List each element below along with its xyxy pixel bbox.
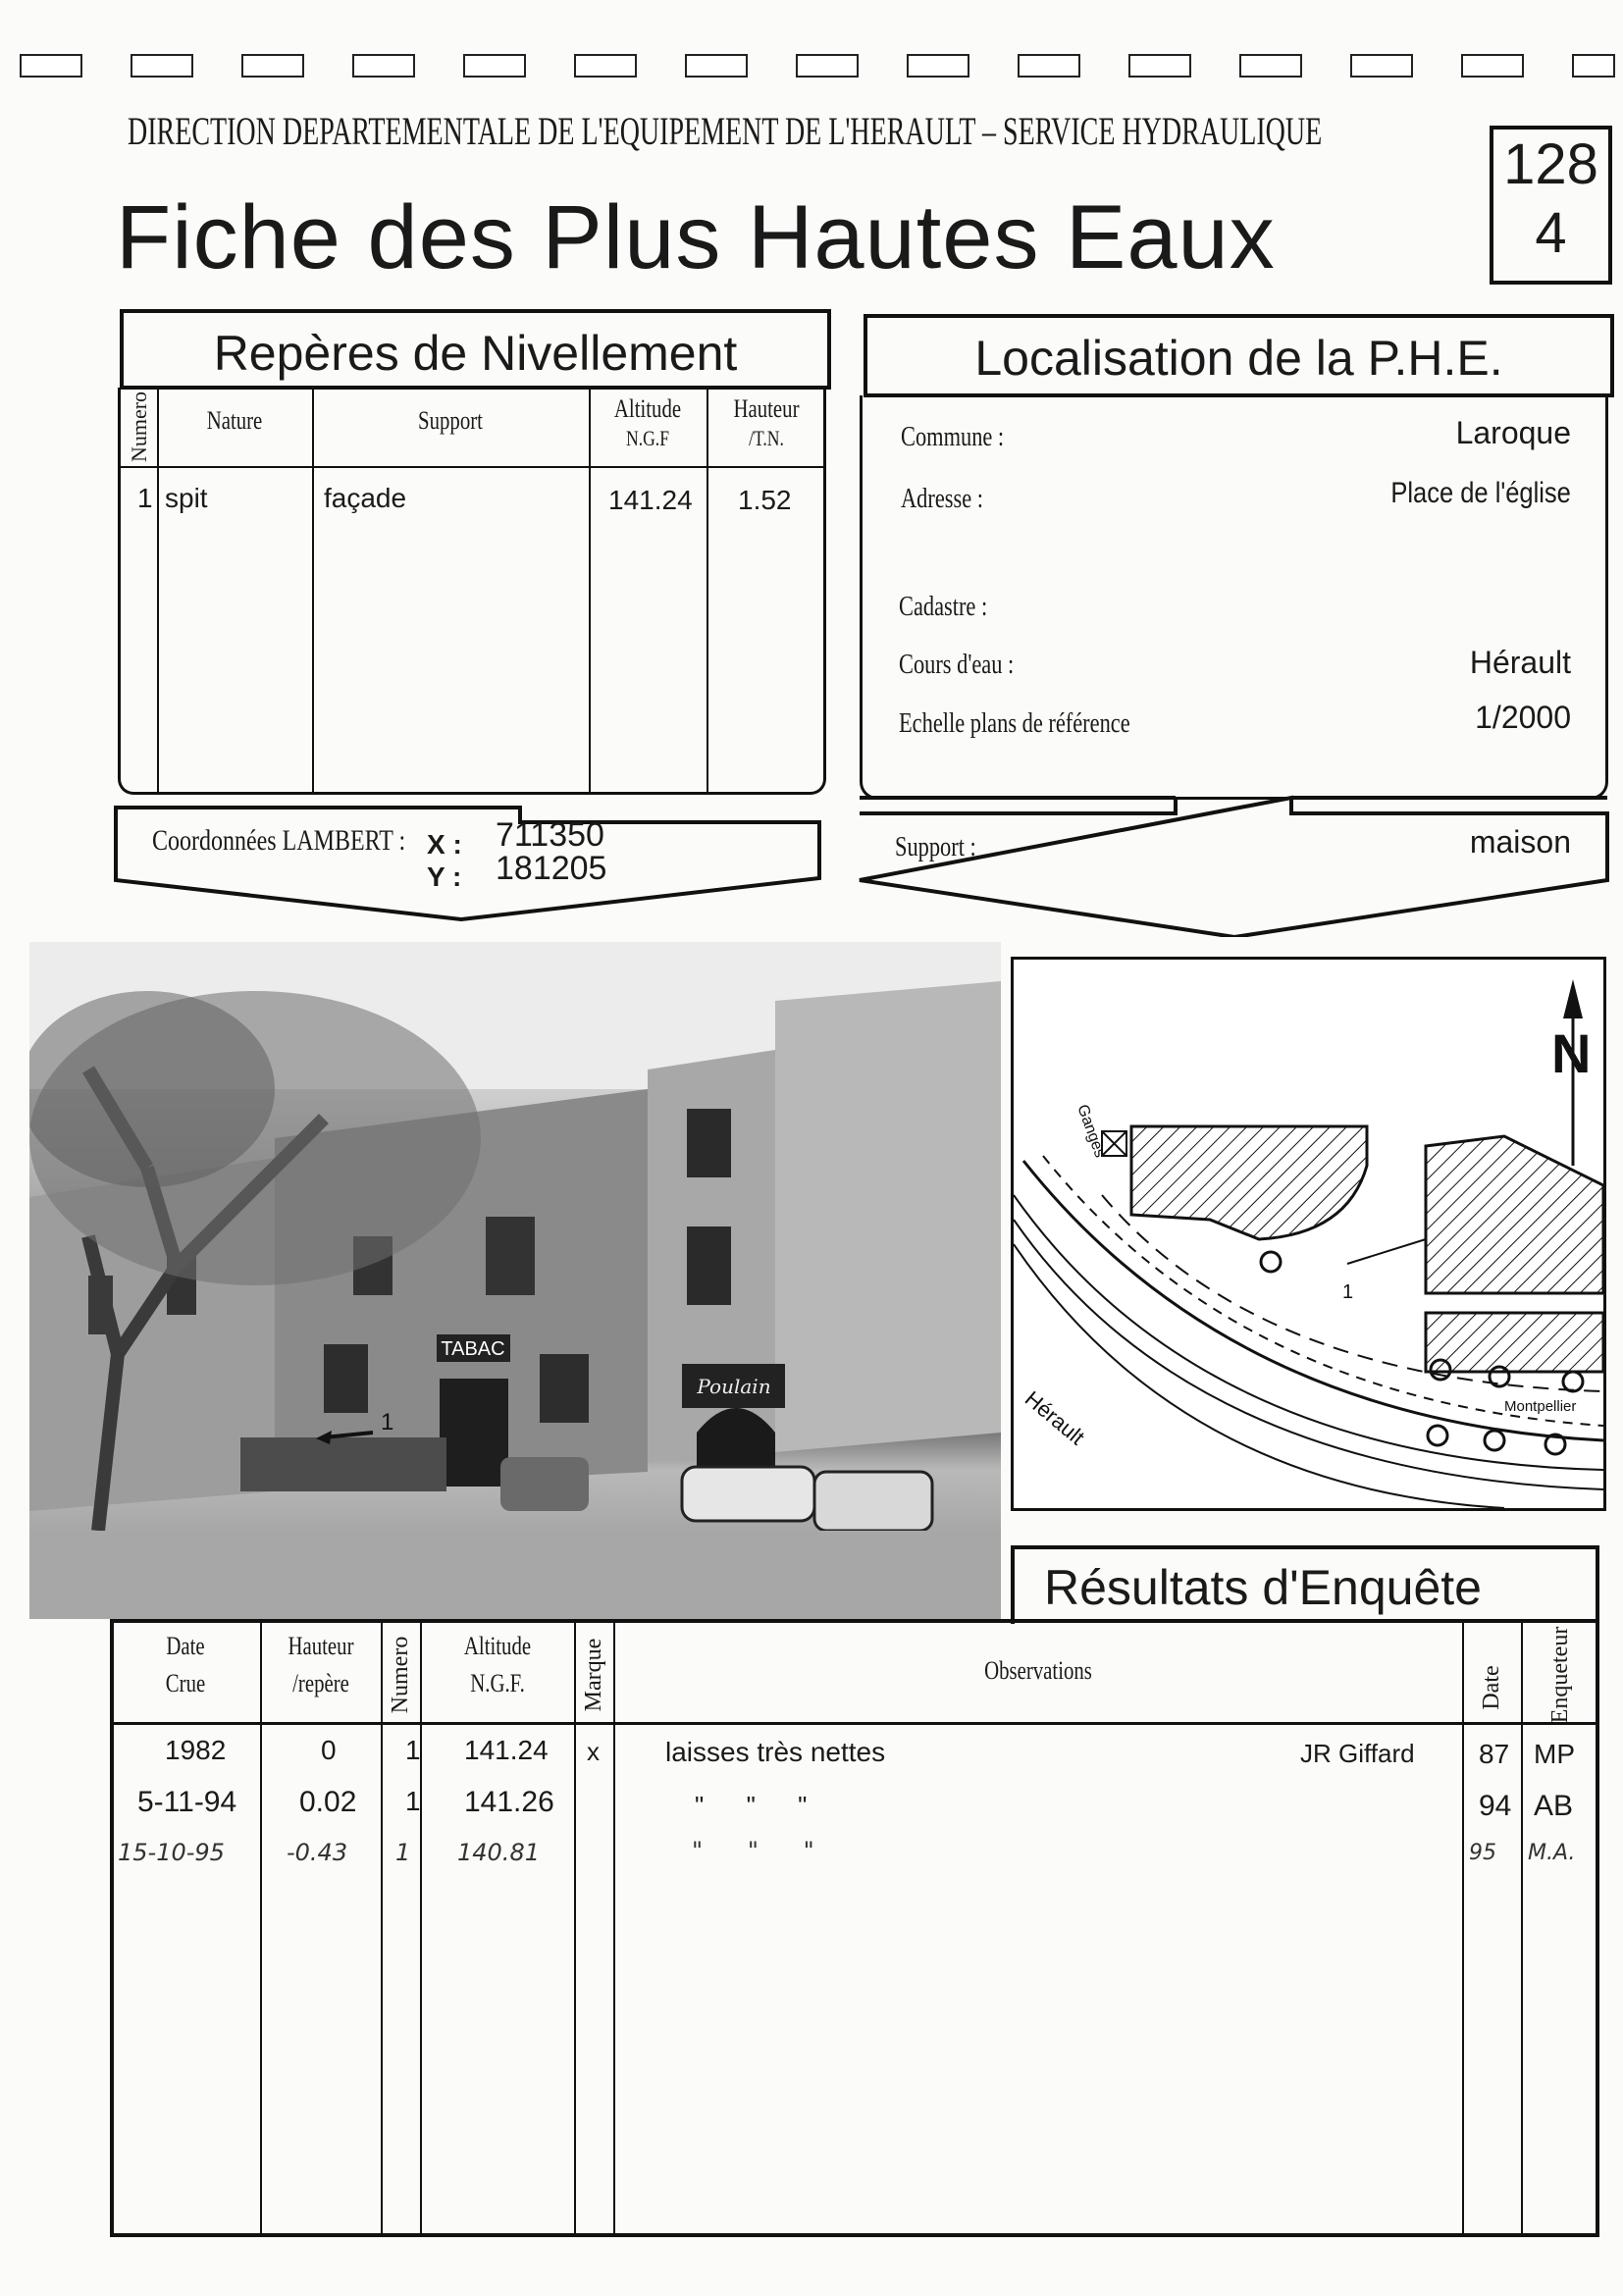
row-date-crue: 5-11-94 <box>137 1786 237 1818</box>
adresse-label: Adresse : <box>901 484 983 514</box>
row-observation: laisses très nettes <box>665 1737 886 1767</box>
row-enqueteur: M.A. <box>1528 1841 1576 1865</box>
reperes-header-altitude <box>602 394 694 453</box>
site-photograph <box>29 942 1001 1619</box>
echelle-value: 1/2000 <box>1475 700 1571 735</box>
resultats-header-altitude <box>437 1632 557 1698</box>
page-title: Fiche des Plus Hautes Eaux <box>116 187 1276 287</box>
poulain-sign: Poulain <box>697 1375 771 1398</box>
row-numero: 1 <box>405 1735 421 1765</box>
reperes-cell-altitude: 141.24 <box>608 485 693 515</box>
row-date-crue: 15-10-95 <box>118 1839 225 1866</box>
reperes-cell-support: façade <box>324 483 407 513</box>
resultats-header-date-1: Date <box>166 1632 205 1660</box>
lambert-x-value: 711350 <box>496 816 604 854</box>
reperes-header-hauteur <box>720 394 812 453</box>
row-hauteur: 0.02 <box>299 1786 357 1818</box>
map-drawing <box>1014 960 1603 1508</box>
reperes-cell-numero: 1 <box>137 483 153 513</box>
lambert-arrow-frame <box>108 800 829 927</box>
resultats-header-hauteur <box>274 1632 368 1698</box>
row-date-crue: 1982 <box>165 1735 227 1765</box>
commune-value: Laroque <box>1455 415 1571 450</box>
reperes-header-altitude-2: N.G.F <box>625 426 669 450</box>
photo-marker-label: 1 <box>381 1409 394 1435</box>
row-altitude: 141.24 <box>464 1735 549 1765</box>
lambert-x-label: X : <box>427 829 462 860</box>
lambert-label: Coordonnées LAMBERT : <box>152 824 406 857</box>
photo-drawing <box>29 942 1001 1619</box>
reperes-cell-nature: spit <box>165 483 208 513</box>
reference-box <box>1490 126 1612 285</box>
resultats-header-numero: Numero <box>388 1636 413 1714</box>
cours-eau-value: Hérault <box>1469 645 1571 680</box>
row-enqueteur: AB <box>1534 1790 1574 1822</box>
row-date: 95 <box>1469 1841 1496 1865</box>
reference-number: 128 <box>1503 132 1598 196</box>
cours-eau-label: Cours d'eau : <box>899 650 1015 680</box>
localisation-title-box <box>864 314 1614 397</box>
echelle-label: Echelle plans de référence <box>899 708 1130 739</box>
reperes-header-nature: Nature <box>206 406 263 435</box>
north-arrow-letter: N <box>1551 1022 1592 1084</box>
resultats-header-date-crue <box>127 1632 244 1698</box>
row-observation: " " " <box>695 1791 808 1820</box>
row-numero: 1 <box>395 1839 411 1866</box>
row-date: 94 <box>1479 1790 1512 1822</box>
reference-sub: 4 <box>1535 201 1567 265</box>
map-label-ganges: Ganges <box>1073 1102 1109 1161</box>
resultats-title: Résultats d'Enquête <box>1044 1560 1482 1615</box>
map-label-herault: Hérault <box>1020 1385 1090 1450</box>
resultats-header-altitude-2: N.G.F. <box>470 1669 525 1697</box>
reperes-header-support: Support <box>418 406 483 435</box>
localisation-title: Localisation de la P.H.E. <box>974 331 1503 386</box>
resultats-header-marque: Marque <box>581 1638 606 1712</box>
resultats-header-altitude-1: Altitude <box>463 1632 532 1660</box>
row-altitude: 141.26 <box>464 1786 554 1818</box>
row-enqueteur: MP <box>1534 1739 1575 1769</box>
cadastre-label: Cadastre : <box>899 592 988 622</box>
reperes-header-altitude-1: Altitude <box>613 394 682 423</box>
row-hauteur: -0.43 <box>287 1839 348 1866</box>
lambert-y-value: 181205 <box>496 850 607 887</box>
lambert-y-label: Y : <box>427 861 462 892</box>
commune-label: Commune : <box>901 422 1005 452</box>
support-label: Support : <box>895 832 976 862</box>
adresse-value: Place de l'église <box>1390 477 1571 509</box>
reperes-cell-hauteur: 1.52 <box>738 485 792 515</box>
resultats-header-observations: Observations <box>984 1656 1092 1685</box>
site-map <box>1011 957 1606 1511</box>
map-label-montpellier: Montpellier <box>1504 1398 1577 1415</box>
resultats-header-enqueteur: Enqueteur <box>1547 1626 1573 1724</box>
resultats-header-hauteur-1: Hauteur <box>288 1632 354 1660</box>
reperes-header-hauteur-1: Hauteur <box>733 394 800 423</box>
row-marque: x <box>587 1737 600 1766</box>
row-observation-author: JR Giffard <box>1300 1739 1415 1768</box>
row-observation: " " " <box>692 1837 814 1864</box>
map-marker-label: 1 <box>1342 1281 1354 1303</box>
resultats-header-hauteur-2: /repère <box>292 1669 349 1697</box>
row-altitude: 140.81 <box>457 1839 540 1866</box>
organization-header: DIRECTION DEPARTEMENTALE DE L'EQUIPEMENT DE L'HERAULT – SERVICE HYDRAULIQUE <box>128 109 1323 153</box>
tabac-sign: TABAC <box>441 1338 505 1360</box>
reperes-title-box <box>120 309 831 390</box>
row-hauteur: 0 <box>321 1735 337 1765</box>
support-arrow-frame <box>852 790 1617 937</box>
reperes-header-numero: Numero <box>127 391 151 463</box>
row-date: 87 <box>1479 1739 1510 1769</box>
resultats-header-date-2: Crue <box>165 1669 206 1697</box>
support-value: maison <box>1469 824 1571 860</box>
reperes-title: Repères de Nivellement <box>213 326 738 381</box>
resultats-header-date: Date <box>1479 1665 1504 1710</box>
reperes-header-hauteur-2: /T.N. <box>749 426 784 450</box>
resultats-title-box <box>1011 1545 1599 1624</box>
row-numero: 1 <box>405 1786 421 1816</box>
resultats-table <box>110 1619 1599 2237</box>
